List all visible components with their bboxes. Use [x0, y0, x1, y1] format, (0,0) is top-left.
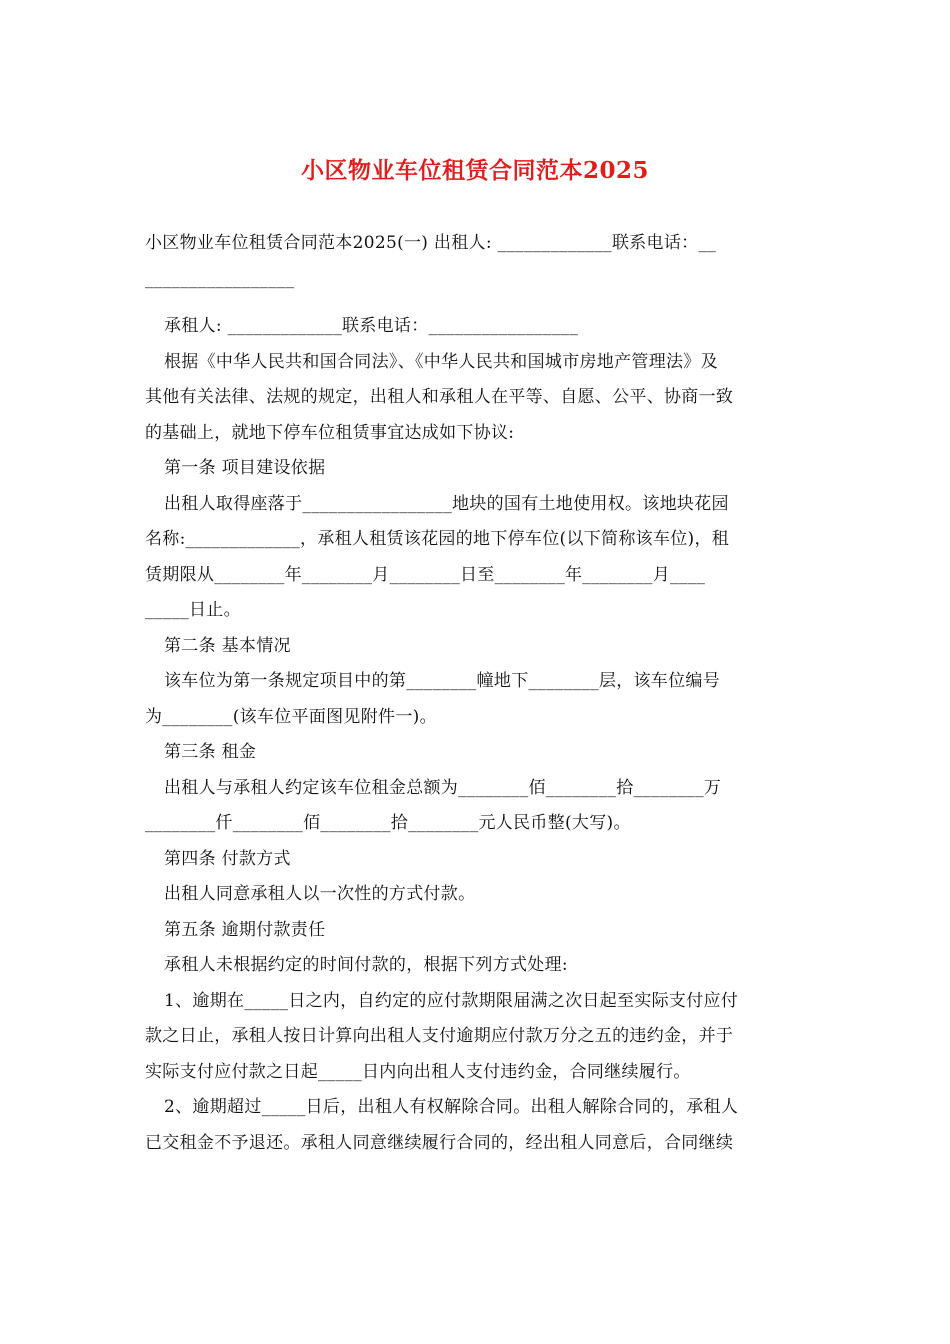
- document-title: 小区物业车位租赁合同范本2025: [300, 157, 649, 184]
- document-line: 出租人与承租人约定该车位租金总额为________佰________拾________万: [164, 777, 722, 798]
- document-line: 第四条 付款方式: [164, 848, 291, 869]
- document-line: 的基础上，就地下停车位租赁事宜达成如下协议:: [145, 422, 515, 443]
- document-line: 赁期限从________年________月________日至________年________月____: [145, 564, 706, 585]
- document-body: [145, 226, 805, 1161]
- document-line: 第二条 基本情况: [164, 635, 291, 656]
- document-line: 实际支付应付款之日起_____日内向出租人支付违约金，合同继续履行。: [145, 1061, 691, 1082]
- document-line: 已交租金不予退还。承租人同意继续履行合同的，经出租人同意后，合同继续: [145, 1132, 734, 1153]
- document-line: 第一条 项目建设依据: [164, 458, 326, 478]
- document-line: 其他有关法律、法规的规定，出租人和承租人在平等、自愿、公平、协商一致: [145, 387, 734, 407]
- document-line: 该车位为第一条规定项目中的第________幢地下________层，该车位编号: [164, 671, 720, 691]
- document-line: 承租人: _____________联系电话：_________________: [164, 316, 579, 336]
- document-line: _____日止。: [145, 600, 241, 620]
- document-line: 1、逾期在_____日之内，自约定的应付款期限届满之次日起至实际支付应付: [164, 990, 739, 1011]
- paragraph-spacer: [145, 297, 805, 309]
- document-line: 2、逾期超过_____日后，出租人有权解除合同。出租人解除合同的，承租人: [164, 1097, 739, 1117]
- document-line: 为________(该车位平面图见附件一)。: [145, 706, 437, 727]
- document-line: _________________: [145, 268, 295, 289]
- document-line: 名称:_____________，承租人租赁该花园的地下停车位(以下简称该车位)，租: [145, 529, 730, 549]
- document-line: 小区物业车位租赁合同范本2025(一) 出租人: _____________联系电话：__: [145, 233, 717, 253]
- document-line: 款之日止，承租人按日计算向出租人支付逾期应付款万分之五的违约金，并于: [145, 1026, 734, 1046]
- document-line: 出租人取得座落于_________________地块的国有土地使用权。该地块花园: [164, 493, 729, 514]
- document-line: 出租人同意承租人以一次性的方式付款。: [164, 884, 476, 904]
- document-line: 根据《中华人民共和国合同法》、《中华人民共和国城市房地产管理法》及: [164, 351, 718, 372]
- document-line: 第三条 租金: [164, 742, 257, 762]
- document-line: 第五条 逾期付款责任: [164, 919, 326, 940]
- document-line: ________仟________佰________拾________元人民币整(大写)。: [145, 813, 631, 833]
- document-line: 承租人未根据约定的时间付款的，根据下列方式处理:: [164, 955, 568, 975]
